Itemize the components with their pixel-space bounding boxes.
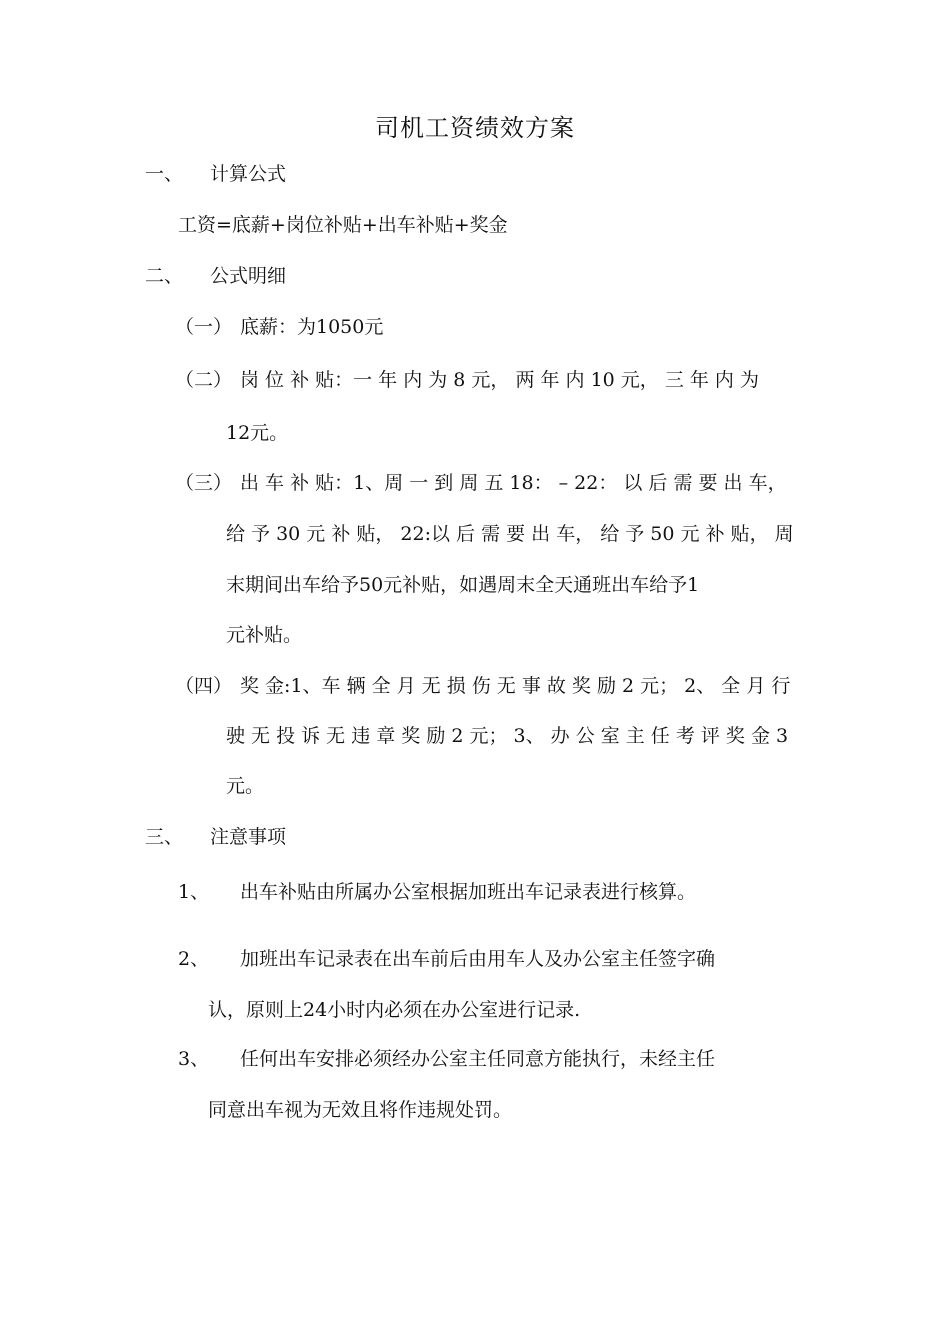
section-2-heading: 公式明细 bbox=[210, 265, 287, 287]
detail-1-line-1: 底薪：为1050元 bbox=[240, 316, 384, 338]
detail-2-line-2: 12元。 bbox=[226, 422, 289, 444]
detail-3-line-3: 末期间出车给予50元补贴，如遇周末全天通班出车给予1 bbox=[226, 574, 700, 596]
note-2-line-2: 认，原则上24小时内必须在办公室进行记录. bbox=[208, 999, 581, 1021]
detail-3-number: （三） bbox=[175, 472, 233, 494]
detail-4-line-3: 元。 bbox=[226, 775, 265, 797]
section-3-number: 三、 bbox=[145, 826, 184, 848]
section-1-number: 一、 bbox=[145, 163, 184, 185]
note-1-line-1: 出车补贴由所属办公室根据加班出车记录表进行核算。 bbox=[240, 881, 697, 903]
detail-1-number: （一） bbox=[175, 316, 233, 338]
detail-4-line-1: 奖 金:1、车 辆 全 月 无 损 伤 无 事 故 奖 励 2 元； 2、 全 月 行 bbox=[240, 675, 791, 697]
detail-3-line-1: 出 车 补 贴：1、周 一 到 周 五 18： – 22： 以 后 需 要 出 车， bbox=[240, 472, 787, 494]
detail-4-number: （四） bbox=[175, 675, 233, 697]
section-2-number: 二、 bbox=[145, 265, 184, 287]
detail-3-line-4: 元补贴。 bbox=[226, 624, 303, 646]
salary-formula: 工资=底薪+岗位补贴+出车补贴+奖金 bbox=[178, 214, 508, 236]
note-3-line-1: 任何出车安排必须经办公室主任同意方能执行，未经主任 bbox=[240, 1048, 716, 1070]
section-1-heading: 计算公式 bbox=[210, 163, 287, 185]
note-2-line-1: 加班出车记录表在出车前后由用车人及办公室主任签字确 bbox=[240, 948, 716, 970]
note-1-number: 1、 bbox=[178, 881, 210, 903]
detail-3-line-2: 给 予 30 元 补 贴， 22:以 后 需 要 出 车， 给 予 50 元 补 贴， 周 bbox=[226, 523, 794, 545]
section-3-heading: 注意事项 bbox=[210, 826, 287, 848]
detail-4-line-2: 驶 无 投 诉 无 违 章 奖 励 2 元； 3、 办 公 室 主 任 考 评 奖 金 3 bbox=[226, 725, 789, 747]
detail-2-line-1: 岗 位 补 贴：一 年 内 为 8 元， 两 年 内 10 元， 三 年 内 为 bbox=[240, 369, 759, 391]
detail-2-number: （二） bbox=[175, 369, 233, 391]
document-title: 司机工资绩效方案 bbox=[375, 114, 575, 142]
note-2-number: 2、 bbox=[178, 948, 210, 970]
note-3-number: 3、 bbox=[178, 1048, 210, 1070]
note-3-line-2: 同意出车视为无效且将作违规处罚。 bbox=[208, 1099, 513, 1121]
